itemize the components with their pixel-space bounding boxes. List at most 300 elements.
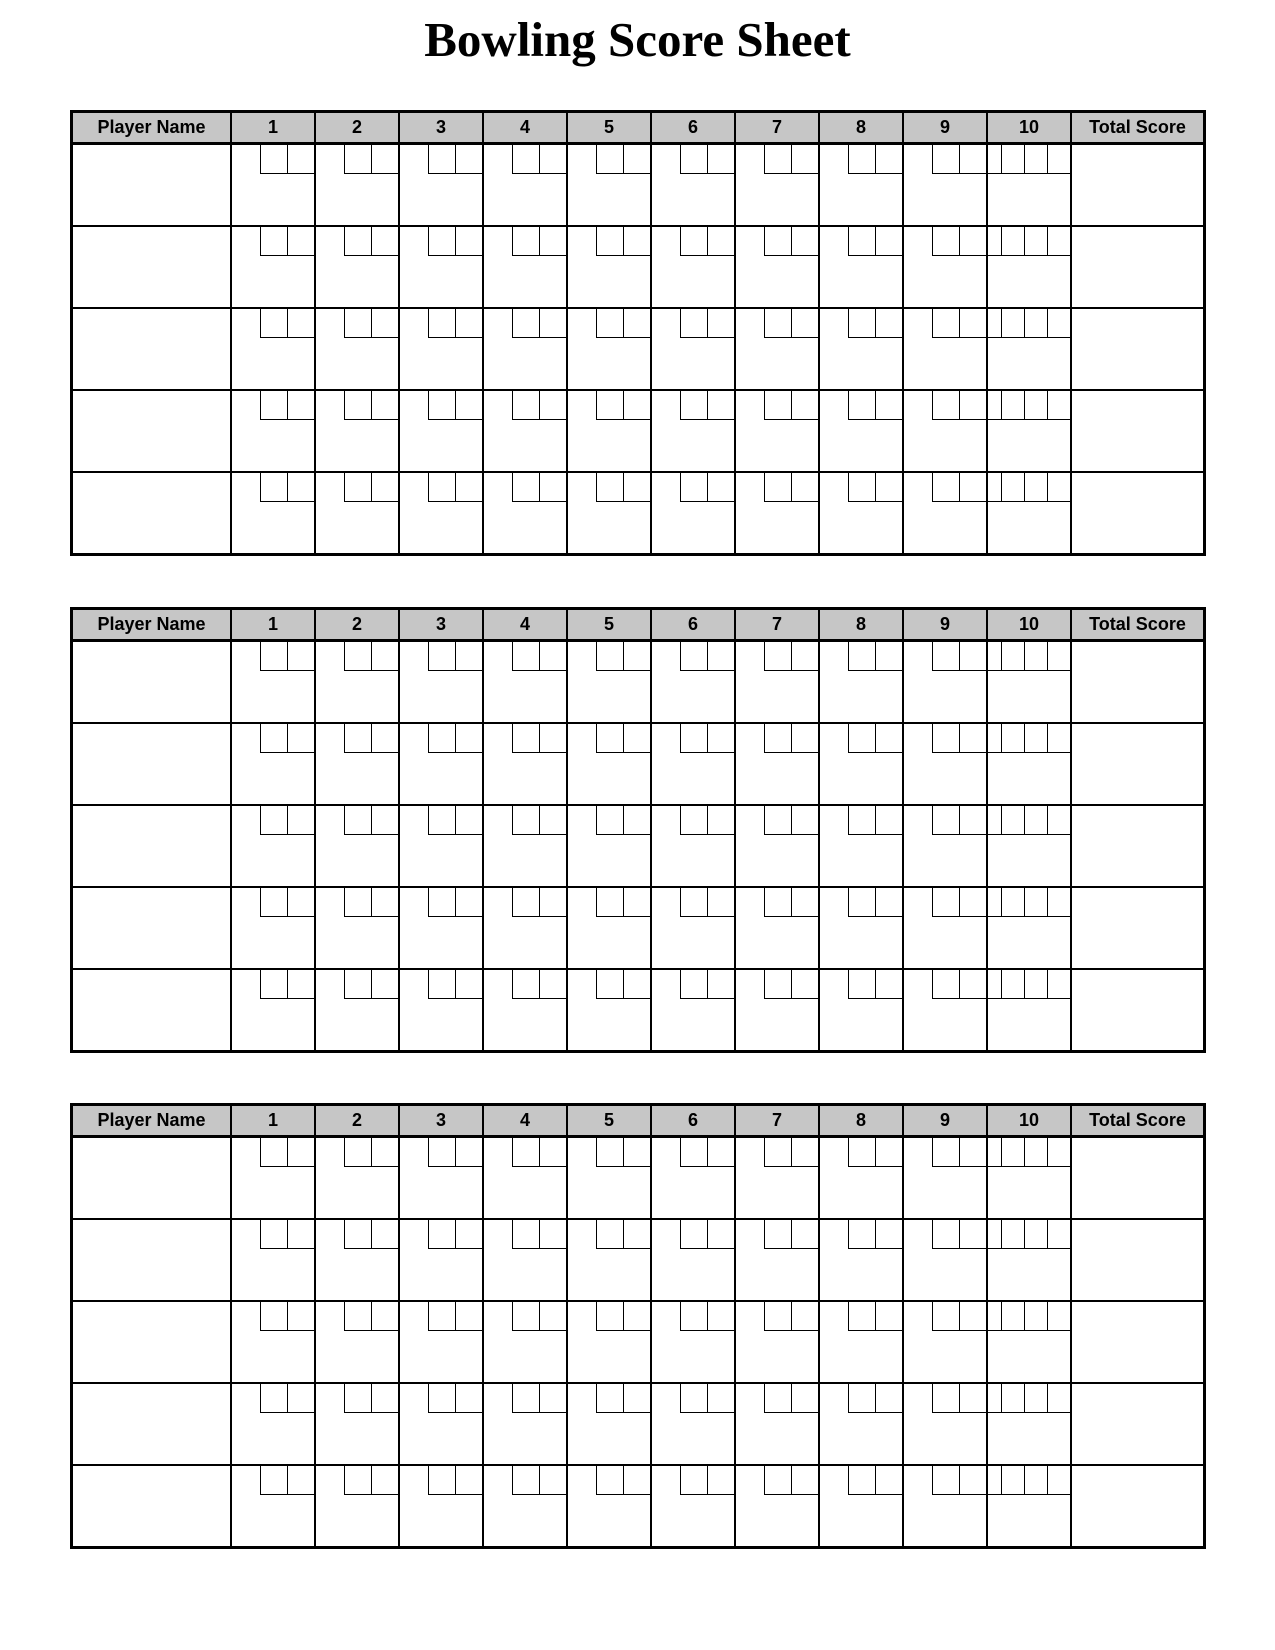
throw-boxes <box>316 309 398 338</box>
throw-box <box>848 642 875 671</box>
throw-box <box>344 1384 371 1413</box>
throw-box <box>1001 642 1024 670</box>
column-header-frame-6: 6 <box>652 113 736 142</box>
frame-3-cell <box>400 1466 484 1546</box>
throw-boxes <box>568 227 650 256</box>
throw-box <box>932 1384 959 1413</box>
column-header-frame-3: 3 <box>400 610 484 639</box>
frame-10-cell <box>988 642 1072 722</box>
throw-box <box>596 391 623 420</box>
frame-5-cell <box>568 970 652 1050</box>
throw-boxes <box>484 888 566 917</box>
throw-box <box>791 806 818 835</box>
throw-boxes <box>568 145 650 174</box>
frame-4-cell <box>484 1384 568 1464</box>
throw-box <box>932 1302 959 1331</box>
throw-boxes <box>484 227 566 256</box>
frame-4-cell <box>484 145 568 225</box>
throw-boxes <box>232 1138 314 1167</box>
throw-boxes-final-frame <box>988 724 1070 753</box>
throw-boxes <box>484 806 566 835</box>
column-header-frame-9: 9 <box>904 1106 988 1135</box>
throw-boxes <box>904 1302 986 1331</box>
throw-boxes-final-frame <box>988 1466 1070 1495</box>
throw-boxes-final-frame <box>988 227 1070 256</box>
throw-box <box>455 1220 482 1249</box>
throw-box <box>596 806 623 835</box>
frame-5-cell <box>568 309 652 389</box>
throw-box <box>287 888 314 917</box>
throw-boxes <box>820 970 902 999</box>
player-name-cell <box>73 1220 232 1300</box>
throw-box <box>455 1384 482 1413</box>
column-header-frame-5: 5 <box>568 113 652 142</box>
throw-box <box>260 1384 287 1413</box>
frame-6-cell <box>652 391 736 471</box>
throw-boxes <box>904 970 986 999</box>
throw-boxes <box>736 724 818 753</box>
header-row <box>73 610 1203 642</box>
throw-box <box>707 806 734 835</box>
throw-box <box>287 391 314 420</box>
throw-boxes <box>400 1138 482 1167</box>
throw-box <box>848 806 875 835</box>
throw-boxes <box>820 309 902 338</box>
throw-box <box>344 724 371 753</box>
throw-box <box>428 806 455 835</box>
throw-boxes <box>568 1220 650 1249</box>
frame-7-cell <box>736 473 820 553</box>
throw-box <box>680 642 707 671</box>
throw-box <box>1047 724 1070 752</box>
throw-box <box>680 970 707 999</box>
throw-boxes <box>736 145 818 174</box>
throw-boxes <box>736 473 818 502</box>
frame-7-cell <box>736 888 820 968</box>
throw-box <box>1001 473 1024 501</box>
throw-box <box>428 309 455 338</box>
throw-box <box>371 1220 398 1249</box>
frame-2-cell <box>316 1302 400 1382</box>
column-header-frame-8: 8 <box>820 113 904 142</box>
column-header-frame-5: 5 <box>568 610 652 639</box>
throw-box <box>428 1138 455 1167</box>
throw-box <box>455 1302 482 1331</box>
player-name-cell <box>73 227 232 307</box>
throw-box <box>1001 391 1024 419</box>
throw-box <box>680 145 707 174</box>
throw-boxes <box>820 1384 902 1413</box>
throw-box <box>287 145 314 174</box>
frame-6-cell <box>652 1466 736 1546</box>
frame-1-cell <box>232 642 316 722</box>
throw-box <box>959 145 986 174</box>
frame-1-cell <box>232 888 316 968</box>
throw-box <box>680 473 707 502</box>
throw-box <box>287 642 314 671</box>
throw-boxes <box>316 1466 398 1495</box>
throw-box <box>1047 227 1070 255</box>
throw-boxes <box>652 888 734 917</box>
throw-box <box>512 1384 539 1413</box>
throw-box <box>680 888 707 917</box>
throw-boxes <box>232 642 314 671</box>
frame-7-cell <box>736 970 820 1050</box>
frame-3-cell <box>400 145 484 225</box>
frame-8-cell <box>820 145 904 225</box>
throw-box <box>791 145 818 174</box>
throw-box <box>680 1384 707 1413</box>
player-row <box>73 1302 1203 1384</box>
total-score-cell <box>1072 1138 1203 1218</box>
throw-box <box>287 970 314 999</box>
throw-boxes <box>652 1384 734 1413</box>
throw-box <box>875 888 902 917</box>
frame-10-cell <box>988 309 1072 389</box>
throw-box <box>959 309 986 338</box>
column-header-frame-4: 4 <box>484 610 568 639</box>
throw-box <box>539 145 566 174</box>
throw-boxes <box>652 473 734 502</box>
throw-box <box>596 642 623 671</box>
throw-boxes <box>904 1384 986 1413</box>
throw-boxes <box>652 1466 734 1495</box>
throw-box <box>1001 1302 1024 1330</box>
frame-10-cell <box>988 145 1072 225</box>
throw-box <box>1024 806 1047 834</box>
throw-box <box>539 309 566 338</box>
frame-4-cell <box>484 391 568 471</box>
throw-box <box>623 1220 650 1249</box>
throw-box <box>371 1466 398 1495</box>
throw-boxes <box>820 1220 902 1249</box>
frame-6-cell <box>652 473 736 553</box>
throw-boxes <box>568 309 650 338</box>
frame-1-cell <box>232 1302 316 1382</box>
throw-boxes-final-frame <box>988 642 1070 671</box>
frame-2-cell <box>316 145 400 225</box>
player-name-cell <box>73 806 232 886</box>
throw-box <box>455 888 482 917</box>
frame-1-cell <box>232 724 316 804</box>
throw-boxes <box>484 1384 566 1413</box>
throw-box <box>623 473 650 502</box>
throw-boxes <box>820 391 902 420</box>
throw-box <box>596 227 623 256</box>
throw-box <box>371 806 398 835</box>
throw-boxes <box>736 888 818 917</box>
total-score-cell <box>1072 1384 1203 1464</box>
throw-boxes <box>484 309 566 338</box>
throw-box <box>848 1138 875 1167</box>
throw-box <box>344 1138 371 1167</box>
throw-box <box>1024 391 1047 419</box>
throw-box <box>1024 642 1047 670</box>
frame-8-cell <box>820 806 904 886</box>
throw-box <box>848 1302 875 1331</box>
frame-5-cell <box>568 391 652 471</box>
throw-box <box>455 806 482 835</box>
throw-box <box>539 1302 566 1331</box>
throw-boxes <box>400 227 482 256</box>
throw-boxes <box>316 391 398 420</box>
throw-boxes <box>652 1302 734 1331</box>
frame-1-cell <box>232 1220 316 1300</box>
frame-5-cell <box>568 227 652 307</box>
throw-box <box>428 227 455 256</box>
throw-box <box>791 724 818 753</box>
player-row <box>73 1466 1203 1546</box>
frame-4-cell <box>484 1138 568 1218</box>
frame-8-cell <box>820 309 904 389</box>
throw-box <box>344 1302 371 1331</box>
throw-box <box>932 1220 959 1249</box>
throw-box <box>287 1302 314 1331</box>
throw-boxes <box>736 1302 818 1331</box>
throw-boxes <box>484 145 566 174</box>
throw-box <box>1001 1466 1024 1494</box>
throw-box <box>848 970 875 999</box>
throw-box <box>707 1384 734 1413</box>
frame-7-cell <box>736 391 820 471</box>
throw-boxes <box>484 970 566 999</box>
throw-boxes <box>820 473 902 502</box>
column-header-frame-4: 4 <box>484 1106 568 1135</box>
throw-box <box>932 1138 959 1167</box>
throw-box <box>707 391 734 420</box>
frame-5-cell <box>568 1302 652 1382</box>
throw-box <box>596 1466 623 1495</box>
throw-box <box>932 227 959 256</box>
throw-boxes-final-frame <box>988 1384 1070 1413</box>
throw-box <box>848 391 875 420</box>
throw-box <box>512 391 539 420</box>
throw-box <box>707 145 734 174</box>
throw-box <box>1001 724 1024 752</box>
frame-10-cell <box>988 227 1072 307</box>
throw-box <box>791 391 818 420</box>
document-title: Bowling Score Sheet <box>424 12 851 67</box>
throw-boxes <box>232 724 314 753</box>
player-name-cell <box>73 391 232 471</box>
throw-boxes <box>820 227 902 256</box>
throw-boxes <box>904 309 986 338</box>
throw-box <box>287 724 314 753</box>
player-row <box>73 806 1203 888</box>
throw-box <box>260 473 287 502</box>
frame-6-cell <box>652 970 736 1050</box>
throw-box <box>596 309 623 338</box>
column-header-frame-2: 2 <box>316 1106 400 1135</box>
throw-box <box>371 888 398 917</box>
throw-boxes-final-frame <box>988 473 1070 502</box>
frame-1-cell <box>232 970 316 1050</box>
frame-6-cell <box>652 1220 736 1300</box>
frame-9-cell <box>904 1138 988 1218</box>
throw-box <box>1047 1138 1070 1166</box>
throw-boxes <box>232 806 314 835</box>
throw-box <box>932 1466 959 1495</box>
throw-box <box>596 1220 623 1249</box>
throw-box <box>707 473 734 502</box>
throw-box <box>791 309 818 338</box>
throw-box <box>623 642 650 671</box>
frame-6-cell <box>652 145 736 225</box>
player-rows <box>73 642 1203 1050</box>
throw-box <box>428 1384 455 1413</box>
throw-box <box>1024 1220 1047 1248</box>
frame-3-cell <box>400 1220 484 1300</box>
throw-box <box>959 970 986 999</box>
throw-box <box>707 888 734 917</box>
throw-boxes <box>568 806 650 835</box>
throw-boxes <box>484 1138 566 1167</box>
frame-9-cell <box>904 473 988 553</box>
throw-boxes <box>232 145 314 174</box>
throw-box <box>875 145 902 174</box>
throw-box <box>1001 227 1024 255</box>
frame-4-cell <box>484 227 568 307</box>
frame-6-cell <box>652 1302 736 1382</box>
throw-box <box>260 309 287 338</box>
throw-boxes <box>484 1220 566 1249</box>
frame-8-cell <box>820 1138 904 1218</box>
column-header-frame-7: 7 <box>736 113 820 142</box>
throw-boxes <box>736 1220 818 1249</box>
throw-box <box>1047 888 1070 916</box>
frame-4-cell <box>484 806 568 886</box>
throw-box <box>1047 145 1070 173</box>
throw-boxes <box>652 970 734 999</box>
throw-box <box>764 391 791 420</box>
throw-box <box>932 145 959 174</box>
score-table <box>70 1103 1206 1549</box>
throw-box <box>344 1220 371 1249</box>
throw-box <box>707 1220 734 1249</box>
player-name-cell <box>73 309 232 389</box>
frame-1-cell <box>232 391 316 471</box>
throw-boxes <box>820 145 902 174</box>
throw-box <box>1047 391 1070 419</box>
throw-boxes <box>316 642 398 671</box>
throw-box <box>764 309 791 338</box>
throw-box <box>764 1220 791 1249</box>
throw-boxes <box>400 642 482 671</box>
frame-3-cell <box>400 888 484 968</box>
throw-boxes <box>316 1220 398 1249</box>
throw-box <box>623 724 650 753</box>
throw-box <box>959 888 986 917</box>
throw-boxes <box>484 1466 566 1495</box>
throw-box <box>539 806 566 835</box>
throw-box <box>1024 227 1047 255</box>
throw-box <box>539 642 566 671</box>
throw-boxes <box>904 473 986 502</box>
throw-boxes <box>568 642 650 671</box>
throw-boxes <box>400 1384 482 1413</box>
column-header-frame-2: 2 <box>316 113 400 142</box>
throw-box <box>623 806 650 835</box>
frame-7-cell <box>736 1138 820 1218</box>
frame-3-cell <box>400 1384 484 1464</box>
throw-box <box>371 1302 398 1331</box>
throw-box <box>260 391 287 420</box>
throw-box <box>260 888 287 917</box>
frame-2-cell <box>316 473 400 553</box>
column-header-frame-5: 5 <box>568 1106 652 1135</box>
throw-box <box>959 1466 986 1495</box>
throw-boxes <box>316 888 398 917</box>
throw-box <box>848 309 875 338</box>
throw-boxes <box>736 309 818 338</box>
column-header-frame-4: 4 <box>484 113 568 142</box>
player-row <box>73 724 1203 806</box>
throw-box <box>260 1466 287 1495</box>
throw-box <box>764 473 791 502</box>
throw-boxes-final-frame <box>988 1220 1070 1249</box>
throw-boxes <box>652 1138 734 1167</box>
throw-box <box>707 642 734 671</box>
player-row <box>73 1384 1203 1466</box>
throw-box <box>287 1466 314 1495</box>
throw-boxes <box>316 806 398 835</box>
throw-boxes <box>316 1384 398 1413</box>
throw-boxes <box>400 1220 482 1249</box>
frame-5-cell <box>568 1384 652 1464</box>
throw-boxes <box>820 1138 902 1167</box>
frame-6-cell <box>652 806 736 886</box>
throw-boxes <box>400 888 482 917</box>
frame-6-cell <box>652 724 736 804</box>
throw-box <box>764 1138 791 1167</box>
throw-boxes <box>232 888 314 917</box>
throw-boxes <box>904 1220 986 1249</box>
throw-box <box>848 227 875 256</box>
throw-box <box>428 1466 455 1495</box>
throw-boxes <box>232 1220 314 1249</box>
column-header-frame-10: 10 <box>988 113 1072 142</box>
score-table <box>70 607 1206 1053</box>
throw-box <box>623 227 650 256</box>
throw-box <box>707 970 734 999</box>
throw-box <box>344 309 371 338</box>
throw-boxes <box>316 473 398 502</box>
throw-box <box>959 1302 986 1331</box>
throw-box <box>539 1220 566 1249</box>
throw-box <box>623 970 650 999</box>
frame-6-cell <box>652 1384 736 1464</box>
frame-8-cell <box>820 391 904 471</box>
throw-box <box>287 227 314 256</box>
throw-boxes <box>820 642 902 671</box>
throw-boxes <box>652 309 734 338</box>
frame-9-cell <box>904 309 988 389</box>
header-row <box>73 113 1203 145</box>
throw-box <box>287 806 314 835</box>
throw-box <box>371 473 398 502</box>
throw-boxes <box>400 1466 482 1495</box>
frame-3-cell <box>400 970 484 1050</box>
player-name-cell <box>73 970 232 1050</box>
frame-10-cell <box>988 1466 1072 1546</box>
throw-box <box>680 1220 707 1249</box>
throw-box <box>875 642 902 671</box>
throw-boxes-final-frame <box>988 1302 1070 1331</box>
throw-boxes <box>652 145 734 174</box>
player-row <box>73 642 1203 724</box>
player-name-cell <box>73 145 232 225</box>
throw-boxes-final-frame <box>988 888 1070 917</box>
